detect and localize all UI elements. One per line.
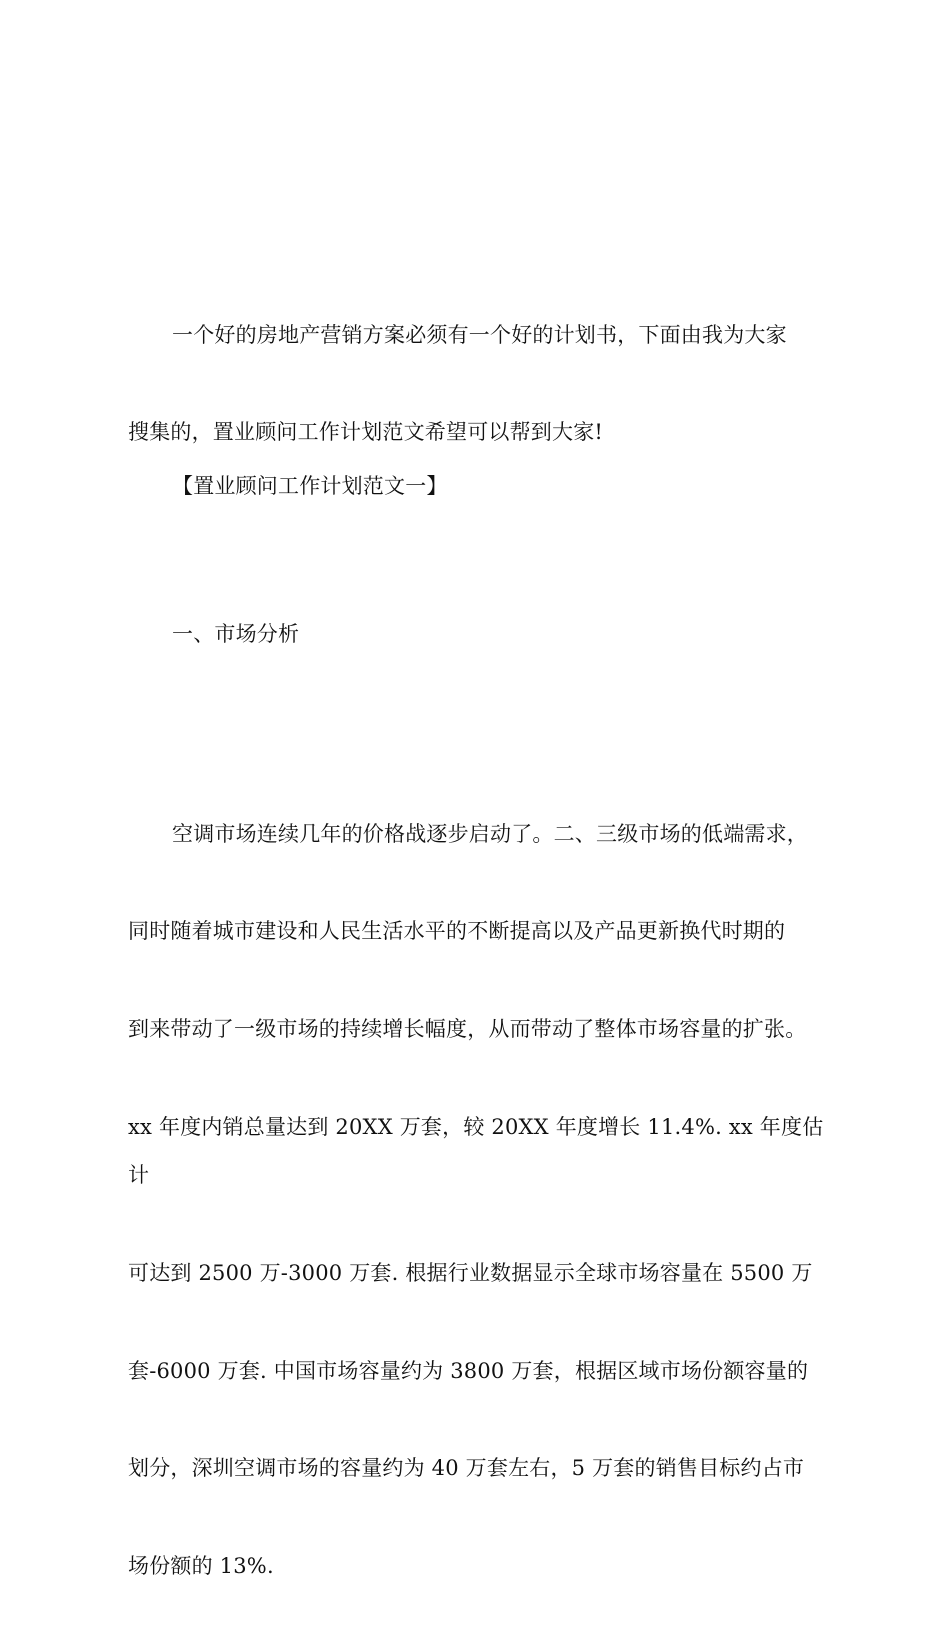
paragraph-line: 套-6000 万套. 中国市场容量约为 3800 万套，根据区域市场份额容量的 <box>128 1358 809 1383</box>
paragraph-line: 同时随着城市建设和人民生活水平的不断提高以及产品更新换代时期的 <box>128 919 786 944</box>
intro-line-2: 搜集的，置业顾问工作计划范文希望可以帮到大家! <box>128 419 604 444</box>
paragraph-line: xx 年度内销总量达到 20XX 万套，较 20XX 年度增长 11.4%. xx 年度估计 <box>128 1114 824 1188</box>
subsection-heading: 一、市场分析 <box>172 622 300 646</box>
paragraph-line: 到来带动了一级市场的持续增长幅度，从而带动了整体市场容量的扩张。 <box>128 1016 807 1041</box>
paragraph-line: 空调市场连续几年的价格战逐步启动了。二、三级市场的低端需求， <box>172 821 808 846</box>
market-analysis-paragraph <box>128 761 834 1639</box>
intro-line-1: 一个好的房地产营销方案必须有一个好的计划书，下面由我为大家 <box>172 322 787 347</box>
paragraph-line: 可达到 2500 万-3000 万套. 根据行业数据显示全球市场容量在 5500 万 <box>128 1260 813 1285</box>
paragraph-line: 场份额的 13%. <box>128 1553 274 1578</box>
paragraph-line: 划分，深圳空调市场的容量约为 40 万套左右，5 万套的销售目标约占市 <box>128 1456 805 1481</box>
section-heading: 【置业顾问工作计划范文一】 <box>172 474 448 498</box>
